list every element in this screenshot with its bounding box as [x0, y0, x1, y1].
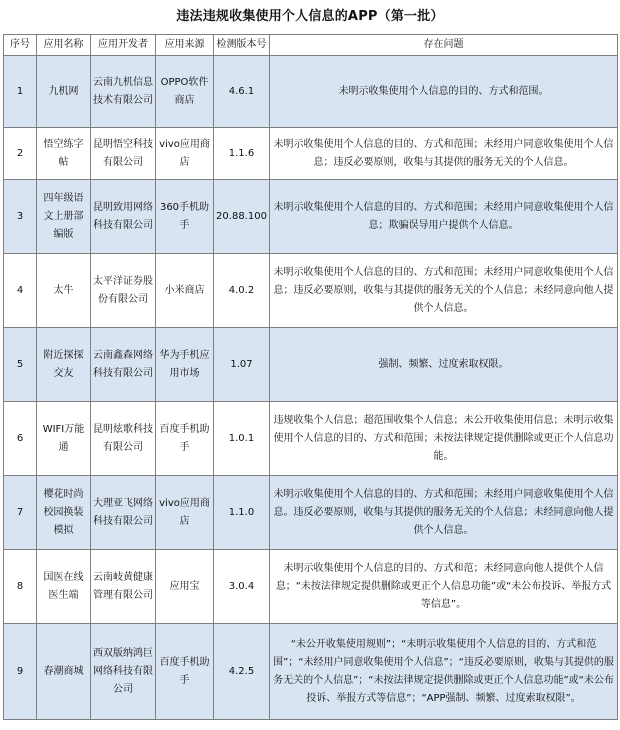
row-issue: 强制、频繁、过度索取权限。: [270, 328, 618, 402]
table-header-row: [4, 35, 618, 56]
row-source: 小米商店: [156, 254, 214, 328]
row-app-name: 春潮商城: [37, 624, 91, 720]
row-source: 360手机助手: [156, 180, 214, 254]
row-source: vivo应用商店: [156, 476, 214, 550]
header-issue: 存在问题: [270, 35, 618, 56]
row-version: 20.88.100: [214, 180, 270, 254]
row-developer: 昆明炫歌科技有限公司: [91, 402, 156, 476]
row-developer: 云南岐黄健康管理有限公司: [91, 550, 156, 624]
table-row: [4, 624, 618, 720]
row-version: 4.2.5: [214, 624, 270, 720]
row-version: 1.1.0: [214, 476, 270, 550]
table-row: [4, 476, 618, 550]
row-issue: 违规收集个人信息；超范围收集个人信息；未公开收集使用信息；未明示收集使用个人信息的目的、方式和范围；未按法律规定提供删除或更正个人信息功能。: [270, 402, 618, 476]
row-app-name: 国医在线医生端: [37, 550, 91, 624]
row-no: 4: [4, 254, 37, 328]
row-developer: 云南九机信息技术有限公司: [91, 56, 156, 128]
row-no: 7: [4, 476, 37, 550]
row-no: 2: [4, 128, 37, 180]
row-version: 1.0.1: [214, 402, 270, 476]
header-developer: 应用开发者: [91, 35, 156, 56]
row-developer: 太平洋证券股份有限公司: [91, 254, 156, 328]
row-source: vivo应用商店: [156, 128, 214, 180]
row-issue: 未明示收集使用个人信息的目的、方式和范围；未经用户同意收集使用个人信息；欺骗误导用户提供个人信息。: [270, 180, 618, 254]
table-row: [4, 550, 618, 624]
row-no: 8: [4, 550, 37, 624]
row-developer: 西双版纳鸿巨网络科技有限公司: [91, 624, 156, 720]
row-developer: 昆明悟空科技有限公司: [91, 128, 156, 180]
row-app-name: 四年级语文上册部编版: [37, 180, 91, 254]
row-issue: 未明示收集使用个人信息的目的、方式和范；未经同意向他人提供个人信息；“未按法律规定提供删除或更正个人信息功能”或“未公布投诉、举报方式等信息”。: [270, 550, 618, 624]
row-app-name: 悟空练字帖: [37, 128, 91, 180]
violations-table: [3, 34, 618, 720]
row-version: 4.0.2: [214, 254, 270, 328]
row-issue: 未明示收集使用个人信息的目的、方式和范围。: [270, 56, 618, 128]
row-version: 3.0.4: [214, 550, 270, 624]
table-row: [4, 56, 618, 128]
row-issue: “未公开收集使用规则”；“未明示收集使用个人信息的目的、方式和范围”；“未经用户同意收集使用个人信息”；“违反必要原则，收集与其提供的服务无关的个人信息”；“未按法律规定提供删除或更正个人信息功能”或“未公布投诉、举报方式等信息”；“APP强制、频繁、过度索取权限”。: [270, 624, 618, 720]
row-developer: 云南鑫森网络科技有限公司: [91, 328, 156, 402]
row-issue: 未明示收集使用个人信息的目的、方式和范围；未经用户同意收集使用个人信息；违反必要原则，收集与其提供的服务无关的个人信息。: [270, 128, 618, 180]
table-row: [4, 402, 618, 476]
row-version: 4.6.1: [214, 56, 270, 128]
row-issue: 未明示收集使用个人信息的目的、方式和范围；未经用户同意收集使用个人信息；违反必要原则，收集与其提供的服务无关的个人信息；未经同意向他人提供个人信息。: [270, 254, 618, 328]
row-source: 百度手机助手: [156, 402, 214, 476]
row-app-name: 九机网: [37, 56, 91, 128]
row-source: 百度手机助手: [156, 624, 214, 720]
row-app-name: 太牛: [37, 254, 91, 328]
row-source: 华为手机应用市场: [156, 328, 214, 402]
table-row: [4, 328, 618, 402]
row-version: 1.1.6: [214, 128, 270, 180]
row-source: OPPO软件商店: [156, 56, 214, 128]
row-no: 1: [4, 56, 37, 128]
row-developer: 昆明致用网络科技有限公司: [91, 180, 156, 254]
row-no: 3: [4, 180, 37, 254]
row-no: 5: [4, 328, 37, 402]
table-row: [4, 254, 618, 328]
header-app-name: 应用名称: [37, 35, 91, 56]
row-version: 1.07: [214, 328, 270, 402]
header-version: 检测版本号: [214, 35, 270, 56]
table-row: [4, 128, 618, 180]
row-no: 9: [4, 624, 37, 720]
row-developer: 大理亚飞网络科技有限公司: [91, 476, 156, 550]
row-no: 6: [4, 402, 37, 476]
page-title: 违法违规收集使用个人信息的APP（第一批）: [176, 9, 444, 24]
row-app-name: 附近探探交友: [37, 328, 91, 402]
row-app-name: WIFI万能通: [37, 402, 91, 476]
table-row: [4, 180, 618, 254]
row-source: 应用宝: [156, 550, 214, 624]
row-app-name: 樱花时尚校园换装模拟: [37, 476, 91, 550]
header-source: 应用来源: [156, 35, 214, 56]
header-no: 序号: [4, 35, 37, 56]
row-issue: 未明示收集使用个人信息的目的、方式和范围；未经用户同意收集使用个人信息。违反必要原则，收集与其提供的服务无关的个人信息；未经同意向他人提供个人信息。: [270, 476, 618, 550]
